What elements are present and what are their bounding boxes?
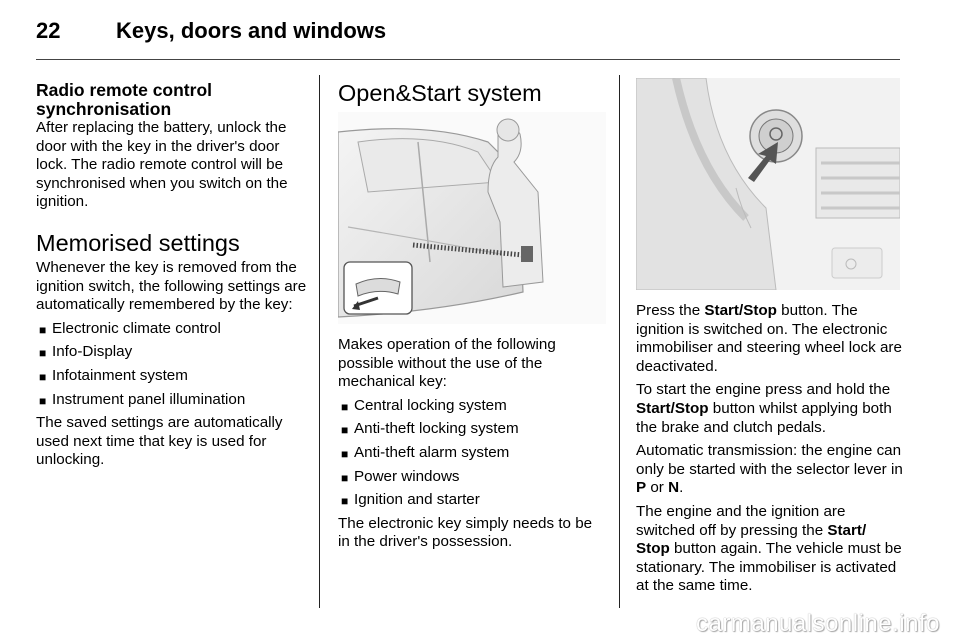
list-item: ■ Power windows [341,467,460,485]
list-item: ■ Info-Display [39,343,133,361]
open-start-intro: Makes operation of the following possible without the use of the mechanical key: [338,336,556,391]
column-2-body [338,336,606,557]
memorised-intro: Whenever the key is removed from the ignition switch, the following settings are automatically remembered by the key: [36,258,307,314]
start-stop-illustration [636,78,900,290]
list-item: ■ Instrument panel illumination [39,390,246,408]
header-rule [36,59,900,60]
column-divider-1 [319,75,320,608]
open-start-outro: The electronic key simply needs to be in the driver's possession. [338,514,593,551]
open-start-list [338,397,606,510]
open-start-heading: Open&Start system [338,80,542,106]
list-item: ■ Ignition and starter [341,491,480,509]
list-item: ■ Anti-theft locking system [341,420,519,438]
start-stop-para-1: Press the Start/Stop button. The ignition is switched on. The electronic immobiliser and steering wheel lock are deactivated. [636,302,902,375]
list-item: ■ Electronic climate control [39,319,221,337]
page-title: Keys, doors and windows [116,18,387,43]
radio-text: After replacing the battery, unlock the door with the key in the driver's door lock. The radio remote control will be synchronised when you switch on the ignition. [36,119,288,211]
list-item: ■ Central locking system [341,396,507,414]
radio-heading: Radio remote control synchronisation [36,80,212,119]
column-2 [338,79,606,107]
column-3 [636,302,904,601]
watermark: carmanualsonline.info [696,610,940,637]
page-header [36,18,386,44]
start-stop-para-3: Automatic transmission: the engine can only be started with the selector lever in P or N. [636,442,903,497]
memorised-list [36,320,308,409]
page-number: 22 [36,18,61,43]
memorised-heading: Memorised settings [36,229,240,256]
start-stop-para-4: The engine and the ignition are switched off by pressing the Start/ Stop button again. The vehicle must be stationary. The immobiliser is activated at the same time. [636,502,902,595]
memorised-outro: The saved settings are automatically used next time that key is used for unlocking. [36,414,283,469]
column-1 [36,81,308,475]
column-divider-2 [619,75,620,608]
start-stop-para-2: To start the engine press and hold the Start/Stop button whilst applying both the brake and clutch pedals. [636,381,892,436]
car-door-illustration [338,112,606,324]
list-item: ■ Infotainment system [39,366,188,384]
list-item: ■ Anti-theft alarm system [341,443,510,461]
